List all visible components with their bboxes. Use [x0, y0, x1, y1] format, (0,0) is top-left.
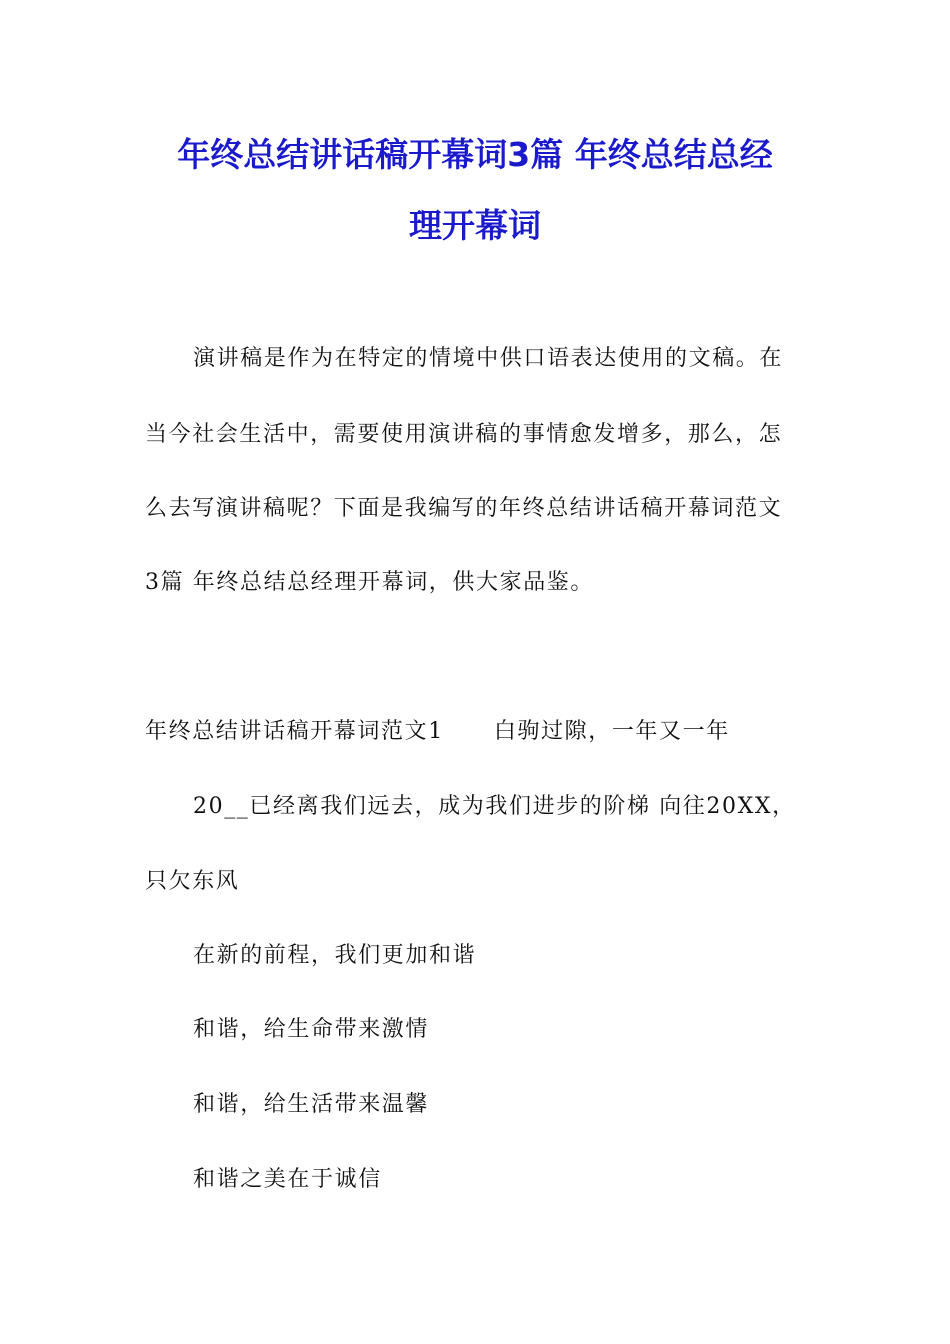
intro-paragraph-line-2: 当今社会生活中，需要使用演讲稿的事情愈发增多，那么，怎: [145, 422, 783, 447]
document-title-line-2: 理开幕词: [409, 206, 541, 245]
document-title-line-1: 年终总结讲话稿开幕词3篇 年终总结总经: [177, 135, 773, 174]
section-1-heading: 年终总结讲话稿开幕词范文1: [145, 719, 444, 744]
section-1-heading-line: [145, 717, 730, 747]
section-1-line-5: 和谐，给生活带来温馨: [193, 1092, 430, 1117]
section-1-line-1: 20__已经离我们远去，成为我们进步的阶梯 向往20XX，: [193, 794, 796, 819]
section-1-line-3: 在新的前程，我们更加和谐: [193, 943, 477, 968]
intro-paragraph-line-1: 演讲稿是作为在特定的情境中供口语表达使用的文稿。在: [193, 346, 784, 371]
section-1-line-6: 和谐之美在于诚信: [193, 1167, 382, 1192]
section-1-heading-tail: 白驹过隙，一年又一年: [493, 719, 730, 744]
section-1-line-2: 只欠东风: [145, 869, 240, 894]
section-1-line-4: 和谐，给生命带来激情: [193, 1017, 430, 1042]
intro-paragraph-line-3: 么去写演讲稿呢？下面是我编写的年终总结讲话稿开幕词范文: [145, 496, 783, 521]
intro-paragraph-line-4: 3篇 年终总结总经理开幕词，供大家品鉴。: [145, 570, 594, 595]
